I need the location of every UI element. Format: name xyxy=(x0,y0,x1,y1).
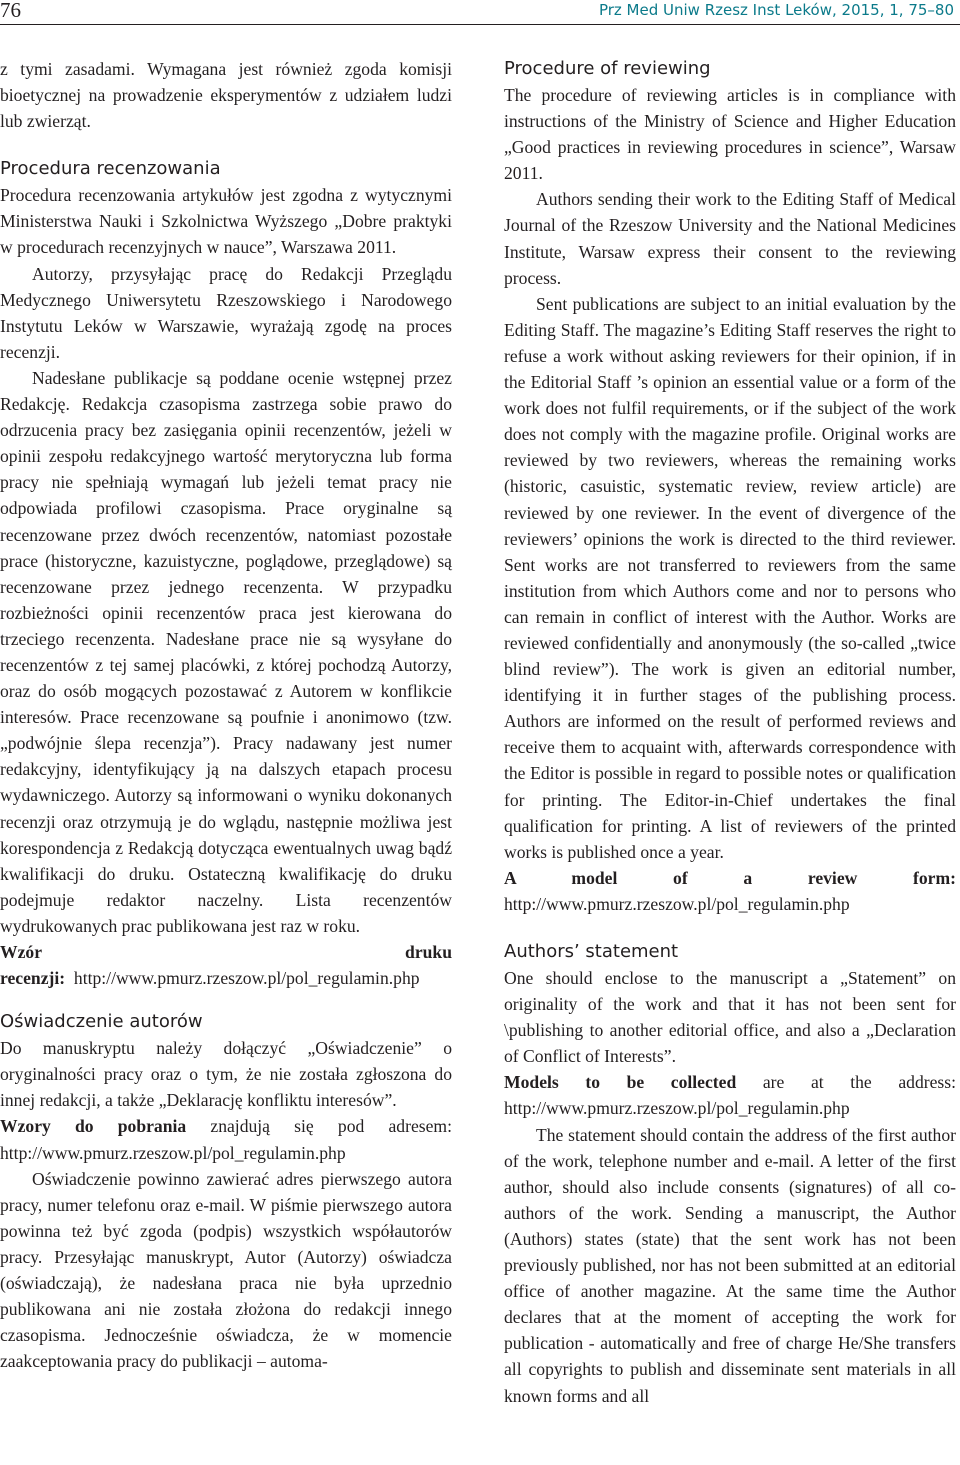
review-model-label: A model of a review form: xyxy=(504,867,956,888)
models-label: Models to be collected xyxy=(504,1072,737,1093)
models-text[interactable]: are at the address: http://www.pmurz.rzeszow.pl/pol_regulamin.php xyxy=(504,1072,956,1119)
review-en-paragraph-1: The procedure of reviewing articles is in compliance with instructions of the Ministry of Science and Higher Education „Good practices in reviewing procedures in science”, Warsaw 2011. xyxy=(504,85,956,184)
right-column-english xyxy=(504,56,956,1409)
review-model-url[interactable]: http://www.pmurz.rzeszow.pl/pol_regulamin.php xyxy=(504,893,850,914)
statement-paragraph-1: Do manuskryptu należy dołączyć „Oświadczenie” o oryginalności pracy oraz o tym, że nie została zgłoszona do innej redakcji, a także „Deklarację konfliktu interesów”. xyxy=(0,1038,452,1111)
review-form-label: Wzór druku recenzji: xyxy=(0,942,452,989)
page-number: 76 xyxy=(0,0,21,22)
models-line xyxy=(504,1069,956,1121)
header-rule xyxy=(0,24,960,25)
review-form-url[interactable]: http://www.pmurz.rzeszow.pl/pol_regulamin.php xyxy=(73,968,420,989)
review-paragraph-2: Autorzy, przysyłając pracę do Redakcji Przeglądu Medycznego Uniwersytetu Rzeszowskiego i Narodowego Instytutu Leków w Warszawie, wyrażają zgodę na proces recenzji. xyxy=(0,263,452,362)
download-line xyxy=(0,1113,452,1165)
review-form-line xyxy=(0,939,452,991)
section-heading-review-pl: Procedura recenzowania xyxy=(0,158,221,180)
statement-en-paragraph-1: One should enclose to the manuscript a „Statement” on originality of the work and that it has not been sent for \publishing to another editorial office, and also a „Declaration of Conflict of Interests”. xyxy=(504,968,956,1067)
review-paragraph-3: Nadesłane publikacje są poddane ocenie wstępnej przez Redakcję. Redakcja czasopisma zastrzega sobie prawo do odrzucenia pracy bez zasięgania opinii recenzentów, jeżeli w opinii zespołu redakcyjnego wartość merytoryczna lub forma pracy nie spełniają wymagań lub jeżeli temat pracy nie odpowiada profilowi czasopisma. Prace oryginalne są recenzowane przez dwóch recenzentów, natomiast pozostałe prace (historyczne, kazuistyczne, poglądowe, przeglądowe) są recenzowane przez jednego recenzenta. W przypadku rozbieżności opinii recenzentów praca jest kierowana do trzeciego recenzenta. Nadesłane prace nie są wysyłane do recenzentów z tej samej placówki, z której pochodzą Autorzy, oraz do osób mogących pozostawać z Autorem w konflikcie interesów. Prace recenzowane są poufnie i anonimowo (tzw. „podwójnie ślepa recenzja”). Pracy nadawany jest numer redakcyjny, identyfikujący ją na dalszych etapach procesu wydawniczego. Autorzy są informowani o wyniku dokonanych recenzji oraz otrzymują je do wglądu, następnie możliwa jest korespondencja z Redakcją dotycząca ewentualnych uwag bądź kwalifikacji do druku. Ostateczną kwalifikację do druku podejmuje redaktor naczelny. Lista recenzentów wydrukowanych prac publikowana jest raz w roku. xyxy=(0,367,452,936)
review-model-line xyxy=(504,865,956,917)
section-heading-review-en: Procedure of reviewing xyxy=(504,58,711,79)
review-paragraph-1: Procedura recenzowania artykułów jest zgodna z wytycznymi Ministerstwa Nauki i Szkolnictwa Wyższego „Dobre praktyki w procedurach recenzyjnych w nauce”, Warszawa 2011. xyxy=(0,185,452,258)
section-heading-statement-pl: Oświadczenie autorów xyxy=(0,1011,203,1033)
download-text[interactable]: znajdują się pod adresem: http://www.pmurz.rzeszow.pl/pol_regulamin.php xyxy=(0,1116,452,1163)
review-en-paragraph-3: Sent publications are subject to an initial evaluation by the Editing Staff. The magazine’s Editing Staff reserves the right to refuse a work without asking reviewers for their opinion, if in the Editorial Staff ’s opinion an essential value or a form of the work does not fulfil requirements, or if the subject of the work does not comply with the magazine profile. Original works are reviewed by two reviewers, whereas the remaining works (historic, casuistic, systematic review, review article) are reviewed by one reviewer. In the event of divergence of the reviewers’ opinions the work is directed to the third reviewer. Sent works are not transferred to reviewers from the same institution from which Authors come and nor to persons who can remain in conflict of interest with the Author. Works are reviewed confidentially and anonymously (the so-called „twice blind review”). The work is given an editorial number, identifying it in further stages of the publishing process. Authors are informed on the result of performed reviews and receive them to acquaint with, afterwards correspondence with the Editor is possible in regard to possible notes or qualification for printing. The Editor-in-Chief undertakes the final qualification for printing. A list of reviewers of the printed works is published once a year. xyxy=(504,293,956,862)
statement-paragraph-2: Oświadczenie powinno zawierać adres pierwszego autora pracy, numer telefonu oraz e-mail. W piśmie pierwszego autora powinna też być zgoda (podpis) wszystkich współautorów pracy. Przesyłając manuskrypt, Autor (Autorzy) oświadcza (oświadczają), że nadesłana praca nie była uprzednio publikowana ani nie została złożona do redakcji innego czasopisma. Jednocześnie oświadcza, że w momencie zaakceptowania pracy do publikacji – automa- xyxy=(0,1168,452,1372)
statement-en-paragraph-2: The statement should contain the address of the first author of the work, telephone number and e-mail. A letter of the first author, should also include consents (signatures) of all co-authors of the work. Sending a manuscript, the Author (Authors) states (state) that the sent work has not been previously published, nor has not been submitted at an editorial office of another magazine. At the same time the Author declares that at the moment of accepting the work for publication - automatically and free of charge He/She transfers all copyrights to publish and disseminate sent materials in all known forms and all xyxy=(504,1124,956,1406)
review-en-paragraph-2: Authors sending their work to the Editing Staff of Medical Journal of the Rzeszow University and the National Medicines Institute, Warsaw express their consent to the reviewing process. xyxy=(504,189,956,288)
intro-paragraph: z tymi zasadami. Wymagana jest również zgoda komisji bioetycznej na prowadzenie eksperymentów z udziałem ludzi lub zwierząt. xyxy=(0,59,452,132)
running-head: Prz Med Uniw Rzesz Inst Leków, 2015, 1, 75–80 xyxy=(598,1,954,19)
page-header xyxy=(0,0,960,26)
left-column-polish xyxy=(0,56,452,1374)
section-heading-statement-en: Authors’ statement xyxy=(504,941,679,962)
download-label: Wzory do pobrania xyxy=(0,1116,187,1137)
